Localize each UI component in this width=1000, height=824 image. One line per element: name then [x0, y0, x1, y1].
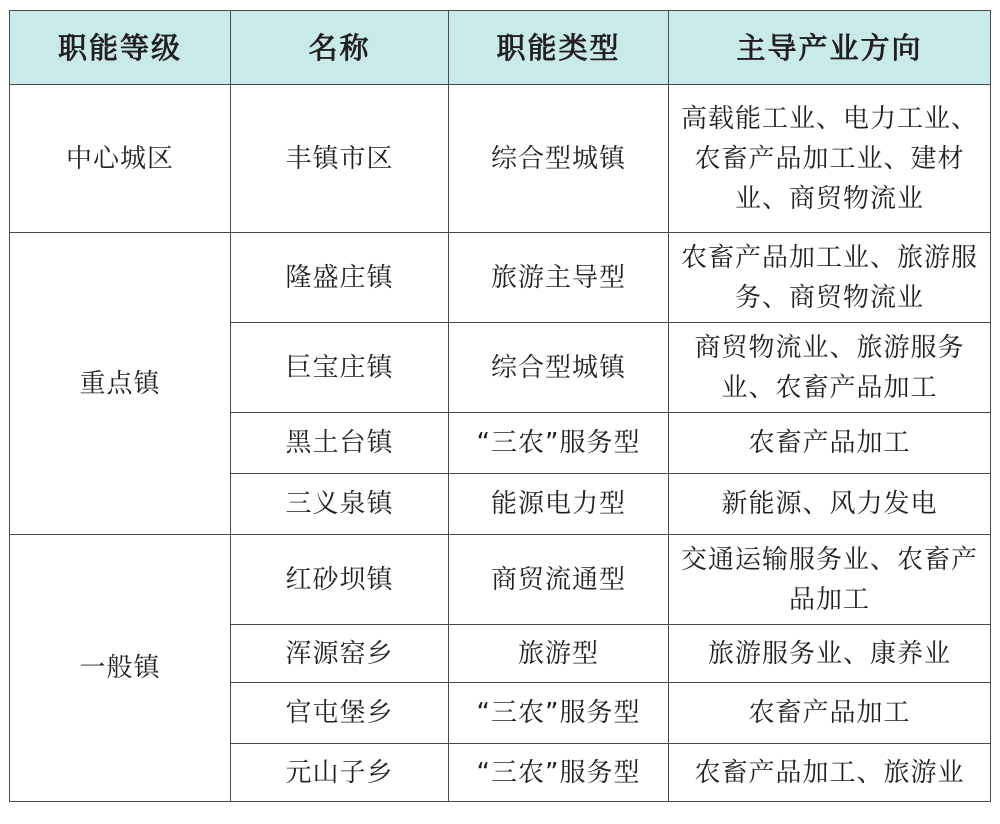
name-cell: 隆盛庄镇: [231, 233, 449, 323]
industry-cell: 农畜产品加工: [669, 683, 991, 744]
header-level: 职能等级: [10, 11, 231, 85]
header-industry: 主导产业方向: [669, 11, 991, 85]
name-cell: 丰镇市区: [231, 85, 449, 233]
type-cell: 综合型城镇: [449, 85, 669, 233]
industry-cell: 新能源、风力发电: [669, 474, 991, 535]
industry-cell: 高载能工业、电力工业、农畜产品加工业、建材业、商贸物流业: [669, 85, 991, 233]
industry-cell: 农畜产品加工、旅游业: [669, 744, 991, 802]
name-cell: 浑源窑乡: [231, 625, 449, 683]
level-cell: 重点镇: [10, 233, 231, 535]
name-cell: 巨宝庄镇: [231, 323, 449, 413]
type-cell: 旅游主导型: [449, 233, 669, 323]
name-cell: 黑土台镇: [231, 413, 449, 474]
level-cell: 中心城区: [10, 85, 231, 233]
level-cell: 一般镇: [10, 535, 231, 802]
type-cell: “三农”服务型: [449, 413, 669, 474]
industry-cell: 旅游服务业、康养业: [669, 625, 991, 683]
type-cell: 商贸流通型: [449, 535, 669, 625]
table-header: [10, 11, 991, 85]
industry-cell: 农畜产品加工: [669, 413, 991, 474]
name-cell: 元山子乡: [231, 744, 449, 802]
type-cell: “三农”服务型: [449, 683, 669, 744]
header-row: [10, 11, 991, 85]
table-body: [10, 85, 991, 802]
town-function-table-wrapper: [9, 10, 991, 802]
table-row: [10, 233, 991, 323]
town-function-table: [9, 10, 991, 802]
type-cell: “三农”服务型: [449, 744, 669, 802]
table-row: [10, 535, 991, 625]
type-cell: 能源电力型: [449, 474, 669, 535]
industry-cell: 交通运输服务业、农畜产品加工: [669, 535, 991, 625]
type-cell: 旅游型: [449, 625, 669, 683]
name-cell: 官屯堡乡: [231, 683, 449, 744]
industry-cell: 商贸物流业、旅游服务业、农畜产品加工: [669, 323, 991, 413]
type-cell: 综合型城镇: [449, 323, 669, 413]
name-cell: 红砂坝镇: [231, 535, 449, 625]
table-row: [10, 85, 991, 233]
name-cell: 三义泉镇: [231, 474, 449, 535]
header-name: 名称: [231, 11, 449, 85]
industry-cell: 农畜产品加工业、旅游服务、商贸物流业: [669, 233, 991, 323]
header-type: 职能类型: [449, 11, 669, 85]
